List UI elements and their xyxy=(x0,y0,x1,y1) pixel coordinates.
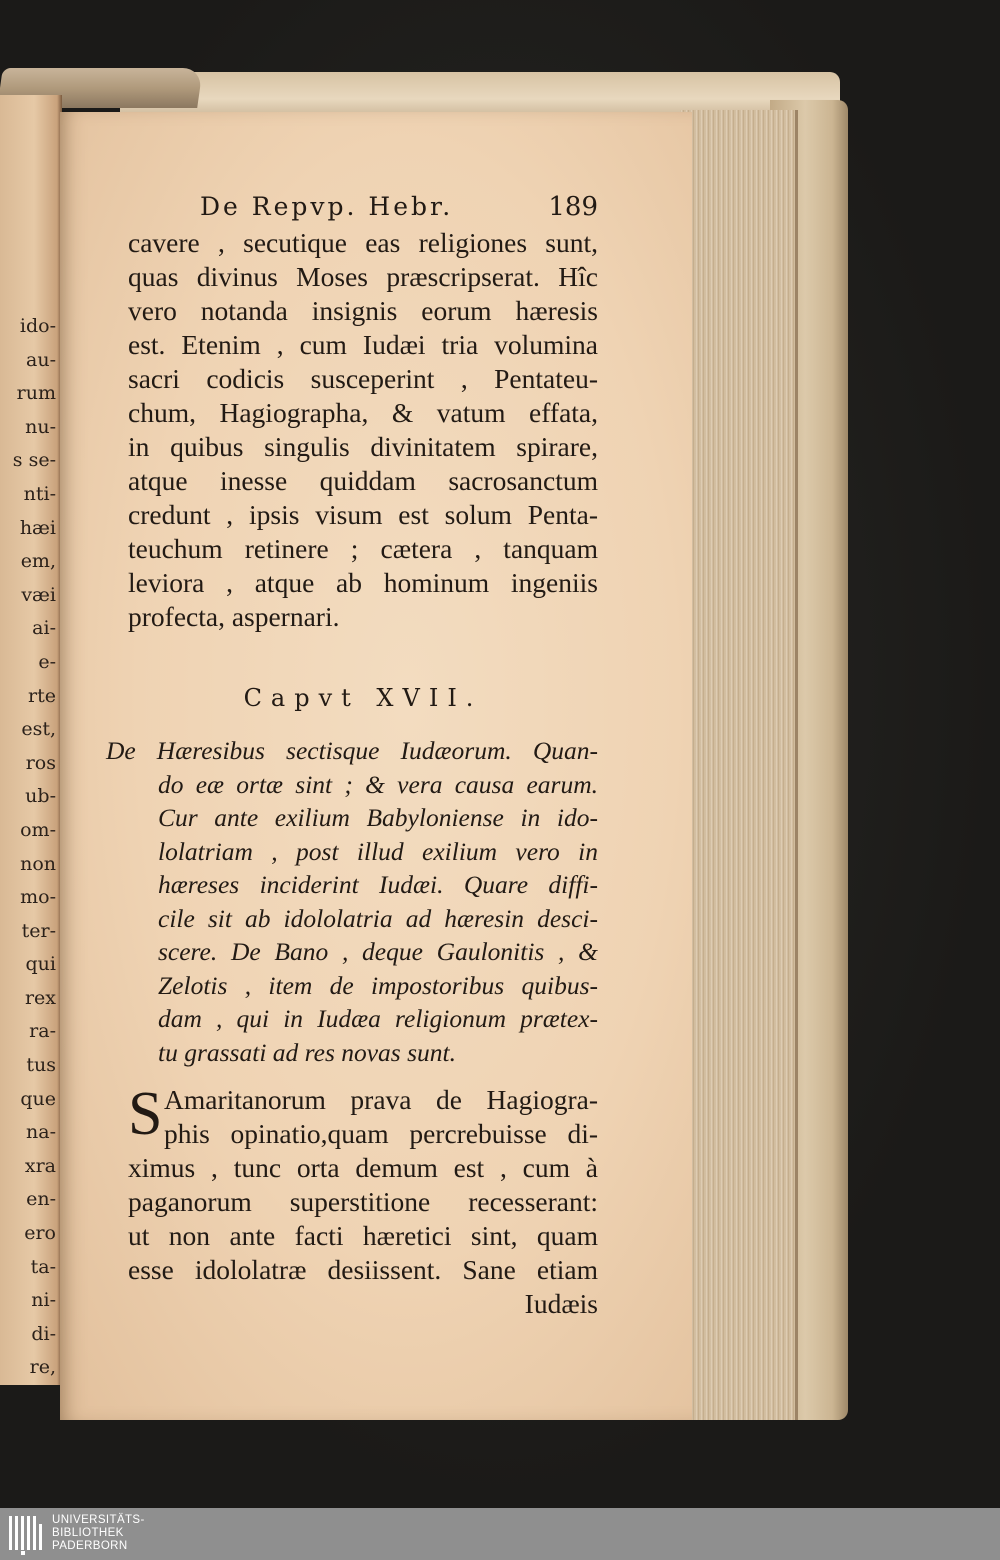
drop-cap: S xyxy=(128,1080,163,1148)
summary-line: scere. De Bano , deque Gaulonitis , & xyxy=(158,937,598,966)
text-line: teuchum retinere ; cætera , tanquam xyxy=(128,533,598,564)
previous-page-line: rte xyxy=(28,684,56,707)
previous-page-line: ub- xyxy=(25,785,56,808)
text-line: ut non ante facti hæretici sint, quam xyxy=(128,1220,598,1251)
previous-page-line: ra- xyxy=(29,1020,56,1043)
text-line: profecta, aspernari. xyxy=(128,601,340,632)
library-name-line: BIBLIOTHEK xyxy=(52,1527,124,1539)
summary-line: dam , qui in Iudæa religionum prætex- xyxy=(158,1004,598,1033)
chapter-summary xyxy=(106,734,598,1069)
summary-line: Zelotis , item de impostoribus quibus- xyxy=(158,970,598,1000)
previous-page-line: xra xyxy=(24,1154,56,1177)
summary-line: lolatriam , post illud exilium vero in xyxy=(158,836,598,866)
previous-page-line: ta- xyxy=(30,1255,56,1278)
text-line: Amaritanorum prava de Hagiogra- xyxy=(164,1084,598,1115)
previous-page-line: væi xyxy=(21,583,56,606)
previous-page-line: ido- xyxy=(19,315,56,337)
summary-line: tu grassati ad res novas sunt. xyxy=(158,1037,456,1067)
previous-page-line: ai- xyxy=(32,617,56,640)
previous-page-line: en- xyxy=(26,1188,56,1211)
text-line: atque inesse quiddam sacrosanctum xyxy=(128,465,598,496)
summary-line: De Hæresibus sectisque Iudæorum. Quan- xyxy=(106,736,598,765)
previous-page-line: tus xyxy=(26,1054,56,1077)
summary-line: do eæ ortæ sint ; & vera causa earum. xyxy=(158,769,598,799)
page-block-edges xyxy=(680,110,798,1420)
running-head xyxy=(128,192,598,222)
previous-page-line: s se- xyxy=(12,449,56,472)
previous-page-line: qui xyxy=(25,953,56,976)
text-line: quas divinus Moses præscripserat. Hîc xyxy=(128,261,598,292)
text-line: esse idololatræ desiissent. Sane etiam xyxy=(128,1254,598,1285)
paragraph-top xyxy=(128,226,598,634)
previous-page-line: na- xyxy=(26,1121,56,1144)
previous-page xyxy=(0,95,62,1385)
previous-page-line: rum xyxy=(16,382,56,405)
chapter-heading: Capvt XVII. xyxy=(243,684,483,712)
catchword: Iudæis xyxy=(524,1288,598,1319)
previous-page-line: om- xyxy=(20,818,56,841)
previous-page-line: nti- xyxy=(23,482,56,505)
text-line: credunt , ipsis visum est solum Penta- xyxy=(128,499,598,530)
library-footer xyxy=(0,1508,1000,1560)
previous-page-line: non xyxy=(20,852,56,875)
previous-page-line: ni- xyxy=(31,1289,56,1312)
summary-line: cile sit ab idololatria ad hæresin desci- xyxy=(158,903,598,933)
previous-page-line: au- xyxy=(26,348,56,371)
previous-page-line: nu- xyxy=(25,415,56,438)
previous-page-line: hæi xyxy=(19,516,56,539)
text-line: leviora , atque ab hominum ingeniis xyxy=(128,567,598,598)
previous-page-line: que xyxy=(20,1087,56,1110)
previous-page-line: ero xyxy=(24,1222,56,1245)
running-title: De Repvp. Hebr. xyxy=(200,192,454,221)
previous-page-line: ros xyxy=(25,751,56,774)
summary-line: hæreses inciderint Iudæi. Quare diffi- xyxy=(158,870,598,899)
previous-page-line: re, xyxy=(29,1356,56,1379)
text-line: in quibus singulis divinitatem spirare, xyxy=(128,431,598,462)
previous-page-line: ter- xyxy=(21,919,56,942)
previous-page-line: em, xyxy=(20,550,56,573)
library-name xyxy=(52,1514,145,1553)
library-name-line: PADERBORN xyxy=(52,1540,128,1552)
summary-line: Cur ante exilium Babyloniense in ido- xyxy=(158,803,598,832)
university-library-logo-icon xyxy=(6,1512,46,1556)
page-number: 189 xyxy=(548,192,598,222)
previous-page-line: e- xyxy=(38,650,56,673)
text-line: sacri codicis susceperint , Pentateu- xyxy=(128,363,598,394)
library-name-line: UNIVERSITÄTS- xyxy=(52,1514,145,1526)
text-line: paganorum superstitione recesserant: xyxy=(128,1186,598,1217)
text-line: chum, Hagiographa, & vatum effata, xyxy=(128,397,598,428)
previous-page-text xyxy=(0,310,58,1385)
text-line: vero notanda insignis eorum hæresis xyxy=(128,295,598,326)
text-line: phis opinatio,quam percrebuisse di- xyxy=(164,1118,598,1149)
text-line: est. Etenim , cum Iudæi tria volumina xyxy=(128,329,598,360)
page-text xyxy=(106,192,598,1321)
previous-page-line: est, xyxy=(21,718,56,741)
previous-page-line: di- xyxy=(31,1322,56,1345)
previous-page-line: rex xyxy=(24,986,56,1009)
text-line: cavere , secutique eas religiones sunt, xyxy=(128,227,598,258)
paragraph-bottom xyxy=(128,1080,598,1287)
text-line: ximus , tunc orta demum est , cum à xyxy=(128,1152,598,1183)
previous-page-line: mo- xyxy=(20,886,56,909)
